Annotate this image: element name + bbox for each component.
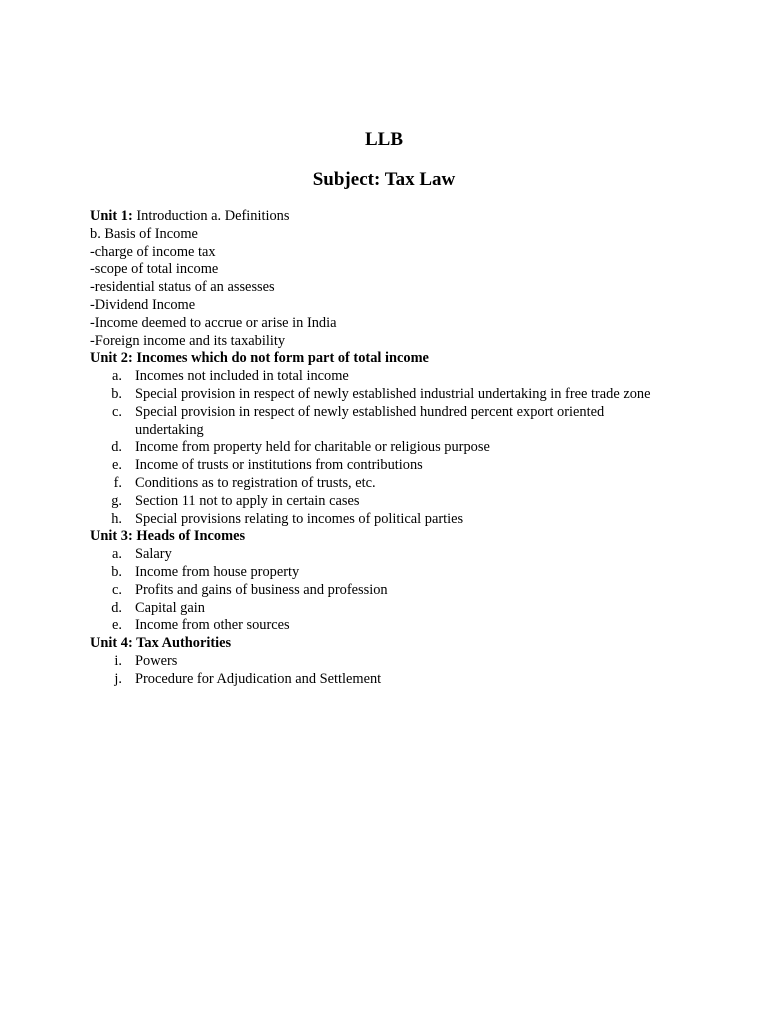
list-item-text: Income from property held for charitable or religious purpose [135,439,490,456]
list-item-text: Income of trusts or institutions from contributions [135,457,423,474]
list-item-text: Salary [135,546,172,563]
list-item [90,511,750,529]
list-item-text: Procedure for Adjudication and Settlement [135,670,382,687]
list-item-text: Section 11 not to apply in certain cases [135,492,360,509]
list-marker: g. [111,492,122,509]
list-marker: h. [111,510,122,527]
list-item [90,386,750,404]
unit-2-heading: Unit 2: Incomes which do not form part of total income [90,350,429,367]
list-item [90,439,750,457]
list-item [90,457,750,475]
list-item-text: Special provision in respect of newly established hundred percent export oriented undertaking [135,403,605,438]
list-item [90,671,750,689]
list-item [90,546,750,564]
list-item [90,600,750,618]
unit-1-line: -Foreign income and its taxability [90,332,286,349]
unit-1-heading [90,208,750,226]
list-item-text: Income from other sources [135,617,290,634]
list-item [90,582,750,600]
list-marker: a. [112,546,122,563]
list-marker: e. [112,617,122,634]
syllabus-content [90,208,750,689]
list-item [90,404,665,440]
unit-1-line: -residential status of an assesses [90,279,275,296]
list-item-text: Conditions as to registration of trusts, etc. [135,474,376,491]
list-item [90,475,750,493]
list-item [90,564,750,582]
subject-heading: Subject: Tax Law [312,169,456,190]
list-marker: i. [114,652,122,669]
list-item-text: Capital gain [135,599,205,616]
list-marker: d. [111,439,122,456]
list-item [90,368,750,386]
document-title: LLB [364,129,404,150]
unit-1-label: Unit 1: [90,208,133,224]
list-marker: a. [112,368,122,385]
list-item-text: Profits and gains of business and profession [135,581,388,598]
list-marker: b. [111,385,122,402]
unit-4-heading: Unit 4: Tax Authorities [90,635,232,652]
unit-1-line: b. Basis of Income [90,225,198,242]
list-item-text: Income from house property [135,563,300,580]
list-item-text: Powers [135,652,178,669]
list-marker: c. [112,403,122,420]
list-item-text: Incomes not included in total income [135,368,349,385]
list-item-text: Special provisions relating to incomes of political parties [135,510,464,527]
list-item-text: Special provision in respect of newly established industrial undertaking in free trade zone [135,385,651,402]
unit-1-line: -charge of income tax [90,243,216,260]
list-item [90,617,750,635]
unit-3-heading: Unit 3: Heads of Incomes [90,528,246,545]
unit-1-line: -Income deemed to accrue or arise in India [90,314,337,331]
list-item [90,653,750,671]
list-marker: f. [113,474,122,491]
list-item [90,493,750,511]
list-marker: e. [112,457,122,474]
unit-1-topic: Introduction a. Definitions [132,208,290,224]
unit-1-line: -Dividend Income [90,296,196,313]
list-marker: d. [111,599,122,616]
list-marker: b. [111,563,122,580]
list-marker: c. [112,581,122,598]
list-marker: j. [114,670,122,687]
unit-1-line: -scope of total income [90,261,219,278]
